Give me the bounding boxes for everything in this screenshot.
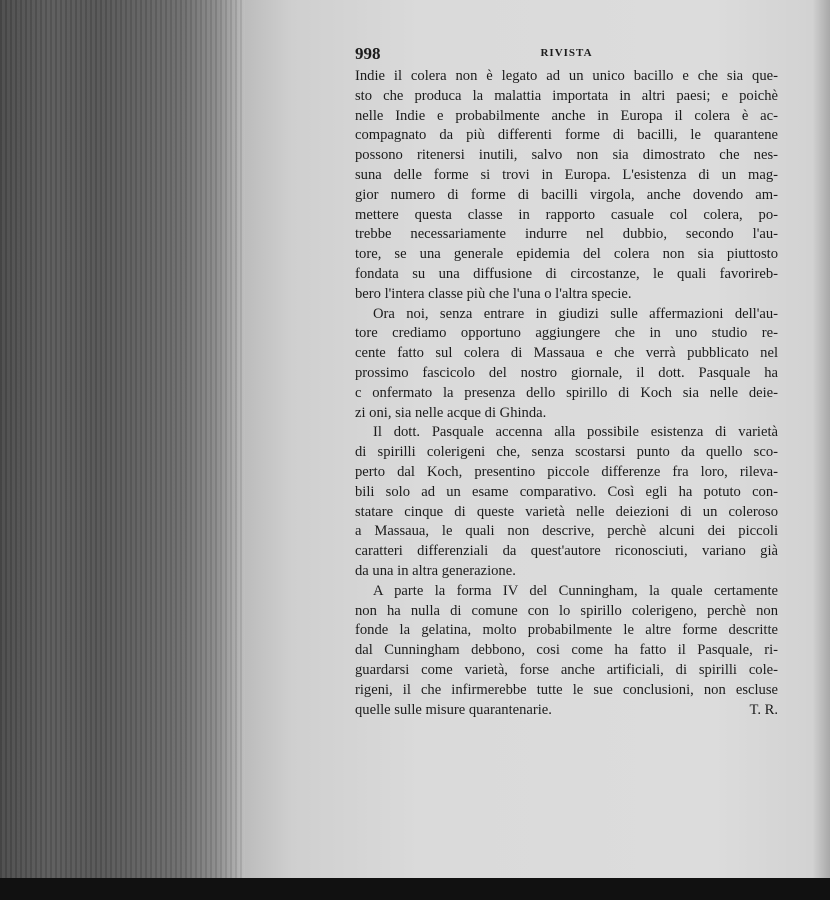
text-line: fondata su una diffusione di circostanze, le quali favorireb- [355, 265, 778, 282]
text-line: a Massaua, le quali non descrive, perchè alcuni dei piccoli [355, 523, 778, 540]
page-header [355, 44, 778, 66]
text-line: nelle Indie e probabilmente anche in Europa il colera è ac- [355, 107, 778, 124]
text-line: perto dal Koch, presentino piccole differenze fra loro, rileva- [355, 463, 778, 480]
text-line: statare cinque di queste varietà nelle deiezioni di un coleroso [355, 503, 778, 520]
text-line: Indie il colera non è legato ad un unico bacillo e che sia que- [355, 68, 778, 84]
text-line: suna delle forme si trovi in Europa. L'esistenza di un mag- [355, 166, 778, 183]
book-page-edges [0, 0, 245, 900]
text-line: di spirilli colerigeni che, senza scostarsi punto da quello sco- [355, 444, 778, 461]
page-number: 998 [355, 44, 381, 63]
text-line: da una in altra generazione. [355, 562, 516, 579]
text-line: mettere questa classe in rapporto casuale col colera, po- [355, 206, 778, 223]
text-line: fonde la gelatina, molto probabilmente le altre forme descritte [355, 622, 778, 639]
author-signature: T. R. [749, 701, 778, 718]
page-body [355, 67, 778, 720]
text-line: non ha nulla di comune con lo spirillo colerigeno, perchè non [355, 602, 778, 619]
text-line: compagnato da più differenti forme di bacilli, le quarantene [355, 127, 778, 144]
text-line: sto che produca la malattia importata in altri paesi; e poichè [355, 87, 778, 104]
text-line: prossimo fascicolo del nostro giornale, il dott. Pasquale ha [355, 364, 778, 381]
text-line: bili solo ad un esame comparativo. Così egli ha potuto con- [355, 483, 778, 500]
paragraph [355, 582, 778, 721]
text-line: A parte la forma IV del Cunningham, la quale certamente [373, 582, 778, 599]
running-title: RIVISTA [540, 47, 593, 59]
paragraph [355, 423, 778, 581]
text-line: cente fatto sul colera di Massaua e che verrà pubblicato nel [355, 345, 778, 362]
text-line: tore crediamo opportuno aggiungere che in uno studio re- [355, 325, 778, 342]
text-line: trebbe necessariamente indurre nel dubbio, secondo l'au- [355, 226, 778, 243]
text-line: possono ritenersi inutili, salvo non sia dimostrato che nes- [355, 147, 778, 164]
text-line: c onfermato la presenza dello spirillo di Koch sia nelle deie- [355, 384, 778, 401]
scan-border [0, 878, 830, 900]
paragraph [355, 67, 778, 305]
text-line: gior numero di forme di bacilli virgola, anche dovendo am- [355, 186, 778, 203]
text-line: tore, se una generale epidemia del colera non sia piuttosto [355, 246, 778, 263]
text-line: caratteri differenziali da quest'autore riconosciuti, variano già [355, 543, 778, 560]
text-line: dal Cunningham debbono, cosi come ha fatto il Pasquale, ri- [355, 642, 778, 659]
paragraph [355, 305, 778, 424]
text-line: Ora noi, senza entrare in giudizi sulle affermazioni dell'au- [373, 305, 778, 322]
text-line-content: quelle sulle misure quarantenarie. [355, 701, 552, 718]
text-line: guardarsi come varietà, forse anche artificiali, di spirilli cole- [355, 661, 778, 678]
text-line: Il dott. Pasquale accenna alla possibile esistenza di varietà [373, 424, 778, 441]
text-line: bero l'intera classe più che l'una o l'altra specie. [355, 285, 632, 302]
text-line: rigeni, il che infirmerebbe tutte le sue conclusioni, non escluse [355, 681, 778, 698]
text-line: zi oni, sia nelle acque di Ghinda. [355, 404, 547, 421]
text-line [355, 701, 778, 721]
